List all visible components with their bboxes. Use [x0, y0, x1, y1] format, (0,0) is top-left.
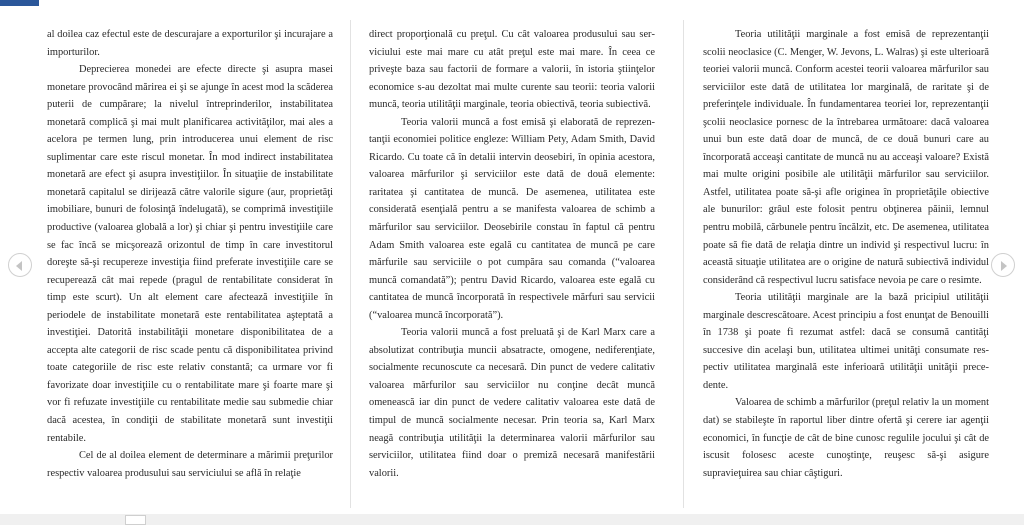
paragraph: Deprecierea monedei are efecte directe şi asupra masei monetare provocând mărirea ei şi se ajunge în acest mod la scăderea puterii de cumpărare; la nivelul întreprinderilor, instabilitatea monetară complică şi mai mult planificarea activităţilor, mai ales a acelora pe termen lung, prin introducerea unui element de risc suplimentar care este riscul monetar. În mod indirect instabilitatea monetară are efect şi asupra investiţiilor. În situaţiie de instabilitate monetară capitalul se dirijează către valorile sigure (aur, proprietăţi imobiliare, bunuri de folosinţă îndelugată), se comprimă investiţiile productive (valoarea globală a lor) şi chiar şi pentru investiţiile care se fac încă se micşorează orizontul de timp în care investitorul doreşte să-şi recupereze investiţia fiind preferate investiţiile care se recuperează cât mai repede (pragul de rentabilitate considerat în timp este scurt). Un alt element care afectează investiţiile în periodele de instabilitate monetară este rentabilitatea aşteptată a investiţiei. Datorită instabilităţii monetare disponibilitatea de a accepta alte categorii de risc scade pentu că disponibilitatea privind toate categoriile de risc este relativ constantă; ca urmare vor fi favorizate doar investiţiile cu o rentabilitate mare şi foarte mare şi vor fi refuzate investiţiile cu rentabilitate medie sau submedie chiar dacă acestea, în condiţii de stabilitate monetară sunt investiţii rentabile.	[47, 64, 333, 444]
paragraph: al doilea caz efectul este de descurajare a exporturilor şi incurajare a importurilor.	[47, 29, 333, 58]
page-divider	[350, 20, 351, 508]
page-divider	[683, 20, 684, 508]
status-indicator[interactable]	[125, 515, 146, 525]
page-column-2	[369, 26, 655, 482]
status-bar	[0, 514, 1024, 525]
page-column-3	[703, 26, 989, 482]
page-column-1	[47, 26, 333, 482]
previous-page-button[interactable]	[8, 253, 32, 277]
paragraph: Teoria valorii muncă a fost preluată şi de Karl Marx care a absolutizat contribuţia muncii absatracte, omogene, nediferenţiate, socialmente recunoscute ca necesară. Din punct de vedere calitativ valoarea mărfurilor sau serviciilor nu conţine decât muncă omenească iar din punct de vedere calitativ valoarea este dată de timpul de muncă socialmente necesar. Prin teoria sa, Karl Marx neagă contribuţia utilităţii la determinarea valorii mărfurilor sau serviciilor, utilitatea fiind doar o premiză necesară manifestării valorii.	[369, 327, 655, 479]
paragraph: Teoria valorii muncă a fost emisă şi elaborată de reprezentanţii economiei politice engleze: William Pety, Adam Smith, David Ricardo. Cu toate că în detalii intervin deosebiri, în opinia acestora, valoarea mărfurilor şi serviciilor este dată de două elemente: raritatea şi cantitatea de muncă. De asemenea, utilitatea este considerată esenţială pentru a se manifesta valoarea de schimb a mărfurilor sau serviciilor. Deosebirile constau în faptul că pentru Adam Smith valoarea este egală cu cantitatea de muncă pe care mărfurile sau serviciile o pot cumpăra sau comanda (“valoarea muncă comandată”); pentru David Ricardo, valoarea este egală cu cantitatea de muncă încorporată în respectivele mărfuri sau servicii (“valoarea muncă încorporată”).	[369, 116, 655, 321]
paragraph: Teoria utilităţii marginale are la bază pricipiul utilităţii marginale descrescătoare. Acest principiu a fost enunţat de Benouilli în 1738 şi poate fi rezumat astfel: dacă se consumă cantităţi succesive din acelaşi bun, utilitatea ultimei unităţi consumate respectiv utilitatea marginală este inferioară utilităţii unităţii precedente.	[703, 292, 989, 391]
paragraph: Cel de al doilea element de determinare a mărimii preţurilor respectiv valoarea produsului sau serviciului se află în relaţie	[47, 450, 333, 479]
paragraph: Valoarea de schimb a mărfurilor (preţul relativ la un moment dat) se stabileşte în raportul liber dintre ofertă şi cerere iar agenţii economici, în funcţie de cât de bine cunosc regulile jocului şi cât de iscusit folosesc aceste cunoştinţe, reuşesc să-şi asigure supravieţuirea sau chiar câştiguri.	[703, 397, 989, 479]
read-mode-view	[0, 6, 1024, 514]
next-page-button[interactable]	[991, 253, 1015, 277]
chevron-left-circle-icon	[16, 261, 22, 271]
paragraph: Teoria utilităţii marginale a fost emisă de reprezentanţii scolii neoclasice (C. Menger, W. Jevons, L. Walras) şi este ulterioară teoriei valorii muncă. Conform acestei teorii valoarea mărfurilor sau serviciilor este dată de utilitatea lor marginală, de raritate şi de preferinţele individuale. În fundamentarea teoriei lor, reprezentanţii şcolii neoclasice pornesc de la întrebarea următoare: dacă valoarea unui bun este dată doar de muncă, de ce două bunuri care au încorporată acceaşi cantitate de muncă nu au acceaşi valoare? Există mai multe origini posibile ale utilităţii mărfurilor sau serviciilor. Astfel, utilitatea poate să-şi afle originea în proprietăţile obiective ale bunurilor: grâul este folosit pentru obţinerea păinii, lemnul pentru mobilă, cărbunele pentru încălzit, etc. De asemenea, utilitatea poate să fie dată de relaţia dintre un individ şi respectivul lucru: în această situaţie utilitatea are o origine de natură subiectivă individul considerând că respectivul lucru satisface nevoia pe care o resimte.	[703, 29, 989, 286]
chevron-right-circle-icon	[1001, 261, 1007, 271]
paragraph: direct proporţională cu preţul. Cu cât valoarea produsului sau serviciului este mai mare cu atât preţul este mai mare. În ceea ce priveşte baza sau factorii de formare a valorii, în istoria ştiinţelor economice s-au dezoltat mai multe curente sau teorii: teoria valorii muncă, teoria utilităţii marginale, teoria obiectivă, teoria subiectivă.	[369, 29, 655, 111]
